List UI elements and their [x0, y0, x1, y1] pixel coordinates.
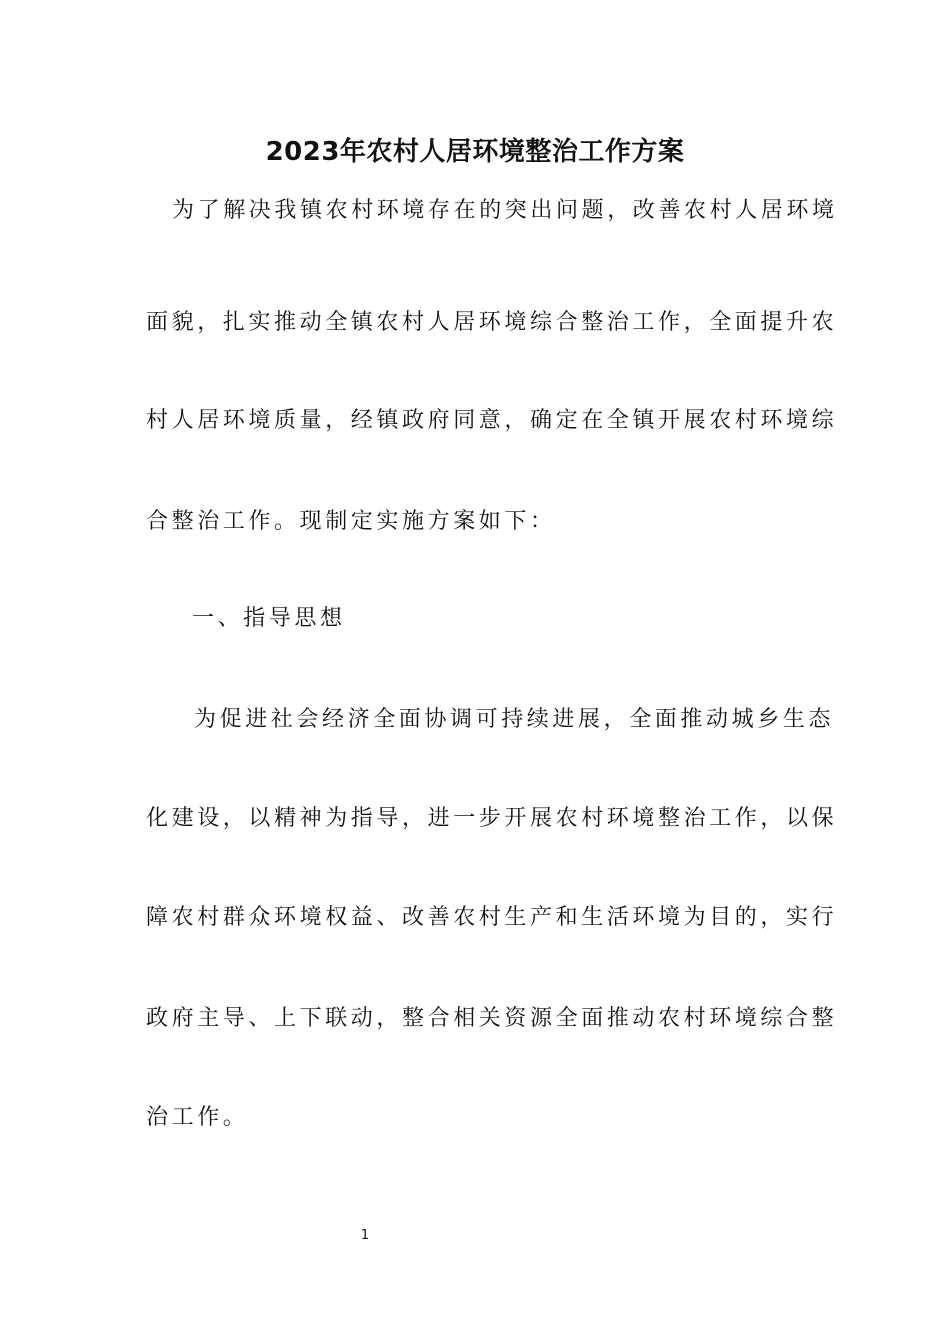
section-1-line-3: 障农村群众环境权益、改善农村生产和生活环境为目的，实行: [146, 905, 838, 930]
section-1-line-5: 治工作。: [146, 1105, 249, 1130]
intro-line-3: 村人居环境质量，经镇政府同意，确定在全镇开展农村环境综: [146, 408, 838, 433]
page-number: 1: [360, 1228, 370, 1243]
section-1-line-2: 化建设，以精神为指导，进一步开展农村环境整治工作，以保: [146, 806, 838, 831]
document-title: 2023年农村人居环境整治工作方案: [265, 137, 685, 167]
section-1-line-1: 为促进社会经济全面协调可持续进展，全面推动城乡生态: [194, 707, 835, 732]
section-heading-guiding-ideology: 一、指导思想: [192, 606, 346, 631]
section-1-line-4: 政府主导、上下联动，整合相关资源全面推动农村环境综合整: [146, 1006, 838, 1031]
intro-line-2: 面貌，扎实推动全镇农村人居环境综合整治工作，全面提升农: [146, 310, 838, 335]
intro-line-4: 合整治工作。现制定实施方案如下：: [146, 509, 556, 534]
intro-line-1: 为了解决我镇农村环境存在的突出问题，改善农村人居环境: [172, 198, 838, 223]
